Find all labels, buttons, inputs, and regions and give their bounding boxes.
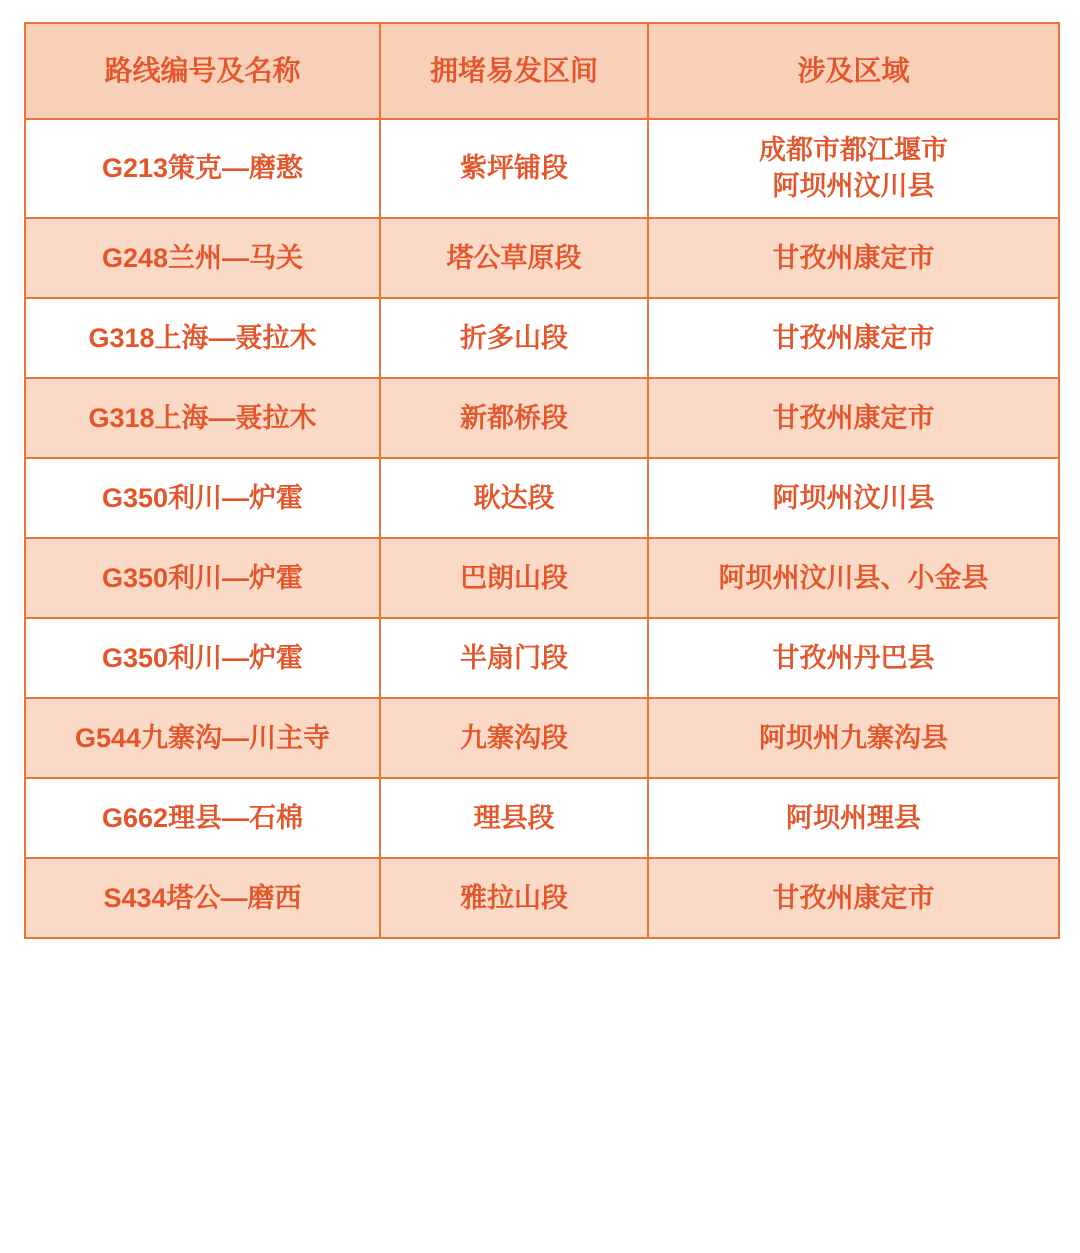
cell-area xyxy=(648,119,1059,218)
cell-route: G350利川—炉霍 xyxy=(25,618,380,698)
cell-area-line: 阿坝州汶川县、小金县 xyxy=(718,562,989,593)
table-row xyxy=(25,618,1059,698)
cell-area xyxy=(648,698,1059,778)
cell-route: G544九寨沟—川主寺 xyxy=(25,698,380,778)
cell-area-line: 甘孜州康定市 xyxy=(772,322,935,353)
cell-route: S434塔公—磨西 xyxy=(25,858,380,938)
table-row xyxy=(25,538,1059,618)
cell-section: 巴朗山段 xyxy=(380,538,648,618)
table-header-row xyxy=(25,23,1059,119)
column-header-route: 路线编号及名称 xyxy=(25,23,380,119)
cell-section: 九寨沟段 xyxy=(380,698,648,778)
cell-area-line: 甘孜州丹巴县 xyxy=(772,642,935,673)
cell-area-line: 甘孜州康定市 xyxy=(772,242,935,273)
cell-area xyxy=(648,458,1059,538)
cell-area-line: 甘孜州康定市 xyxy=(772,402,935,433)
table-row xyxy=(25,698,1059,778)
table-row xyxy=(25,218,1059,298)
cell-area-line: 阿坝州理县 xyxy=(786,802,921,833)
table-row xyxy=(25,298,1059,378)
cell-area xyxy=(648,538,1059,618)
congestion-table xyxy=(24,22,1060,939)
cell-area xyxy=(648,298,1059,378)
cell-route: G318上海—聂拉木 xyxy=(25,298,380,378)
cell-area-line: 成都市都江堰市 xyxy=(759,135,948,165)
cell-section: 耿达段 xyxy=(380,458,648,538)
table-row xyxy=(25,458,1059,538)
cell-section: 雅拉山段 xyxy=(380,858,648,938)
table-row xyxy=(25,119,1059,218)
cell-area-line: 阿坝州汶川县 xyxy=(772,171,935,202)
cell-route: G662理县—石棉 xyxy=(25,778,380,858)
cell-route: G213策克—磨憨 xyxy=(25,119,380,218)
cell-area-line: 阿坝州九寨沟县 xyxy=(759,722,948,753)
cell-section: 塔公草原段 xyxy=(380,218,648,298)
table-body xyxy=(25,119,1059,938)
table-header xyxy=(25,23,1059,119)
column-header-section: 拥堵易发区间 xyxy=(380,23,648,119)
column-header-area: 涉及区域 xyxy=(648,23,1059,119)
cell-section: 理县段 xyxy=(380,778,648,858)
table-row xyxy=(25,858,1059,938)
cell-area xyxy=(648,858,1059,938)
cell-route: G350利川—炉霍 xyxy=(25,458,380,538)
cell-area-line: 甘孜州康定市 xyxy=(772,882,935,913)
cell-section: 折多山段 xyxy=(380,298,648,378)
cell-area xyxy=(648,618,1059,698)
table-row xyxy=(25,378,1059,458)
cell-route: G350利川—炉霍 xyxy=(25,538,380,618)
cell-area-line: 阿坝州汶川县 xyxy=(772,482,935,513)
cell-area xyxy=(648,218,1059,298)
cell-route: G318上海—聂拉木 xyxy=(25,378,380,458)
cell-area xyxy=(648,378,1059,458)
cell-section: 紫坪铺段 xyxy=(380,119,648,218)
cell-area xyxy=(648,778,1059,858)
cell-section: 半扇门段 xyxy=(380,618,648,698)
cell-route: G248兰州—马关 xyxy=(25,218,380,298)
cell-section: 新都桥段 xyxy=(380,378,648,458)
table-row xyxy=(25,778,1059,858)
